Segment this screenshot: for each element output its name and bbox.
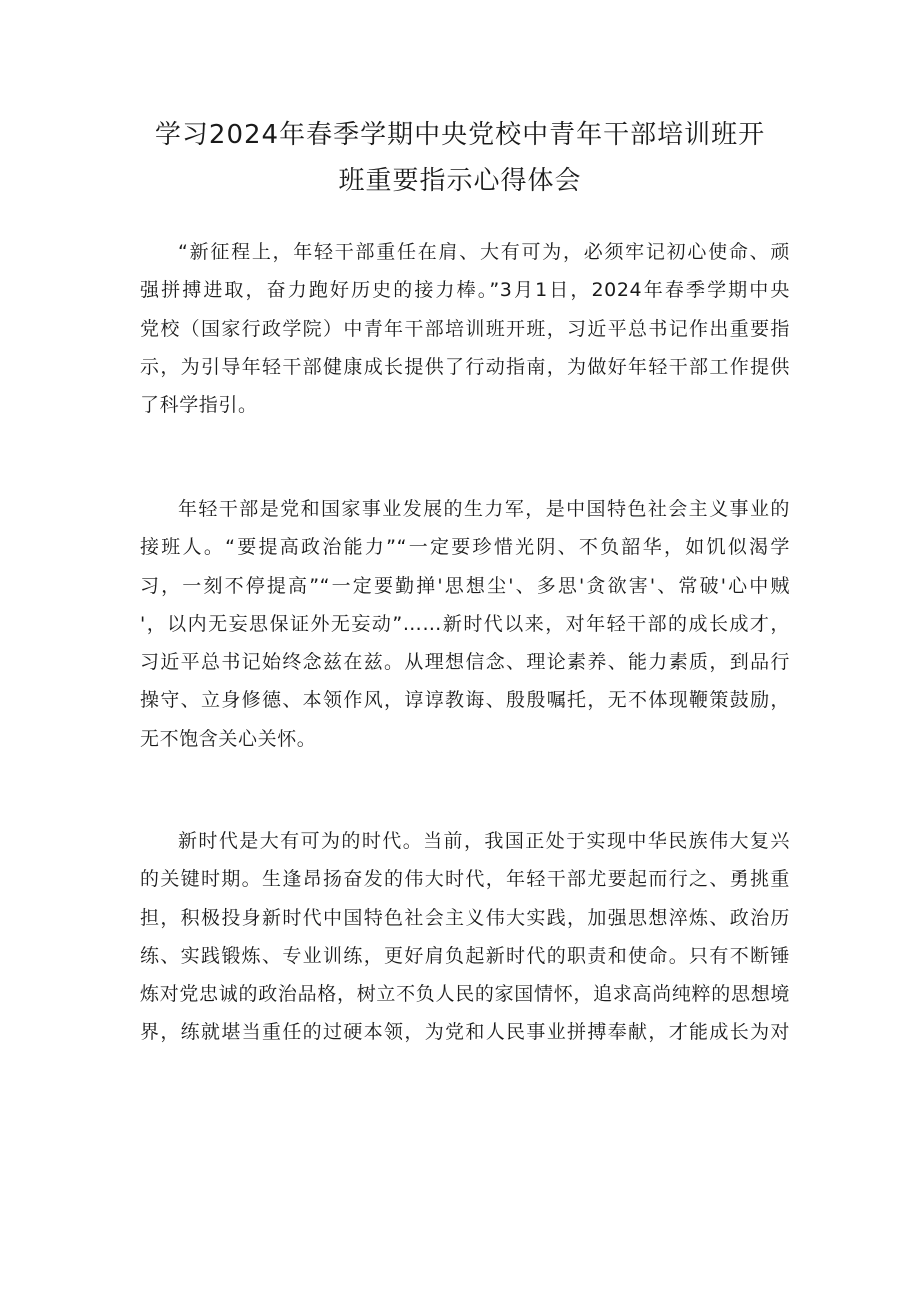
paragraph-line: 的关键时期。生逢昂扬奋发的伟大时代，年轻干部尤要起而行之、勇挑重 [140, 868, 790, 891]
paragraph-line: '，以内无妄思保证外无妄动”……新时代以来，对年轻干部的成长成才， [140, 612, 790, 635]
paragraph-3 [140, 822, 790, 1052]
paragraph-line: 习，一刻不停提高”“一定要勤掸'思想尘'、多思'贪欲害'、常破'心中贼 [140, 574, 790, 597]
paragraph-line: 习近平总书记始终念兹在兹。从理想信念、理论素养、能力素质，到品行 [140, 651, 790, 674]
document-title [120, 112, 800, 204]
paragraph-line: 年轻干部是党和国家事业发展的生力军，是中国特色社会主义事业的 [178, 498, 790, 520]
paragraph-line: 炼对党忠诚的政治品格，树立不负人民的家国情怀，追求高尚纯粹的思想境 [140, 983, 790, 1006]
paragraph-line: 强拼搏进取，奋力跑好历史的接力棒。”3月1日，2024年春季学期中央 [140, 279, 790, 302]
paragraph-1 [140, 233, 790, 424]
title-line-2: 班重要指示心得体会 [338, 166, 582, 196]
paragraph-line: 担，积极投身新时代中国特色社会主义伟大实践，加强思想淬炼、政治历 [140, 906, 790, 929]
paragraph-line: 党校（国家行政学院）中青年干部培训班开班，习近平总书记作出重要指 [140, 317, 790, 340]
paragraph-line: 了科学指引。 [140, 394, 258, 417]
paragraph-line: 无不饱含关心关怀。 [140, 727, 317, 750]
paragraph-line: 接班人。“要提高政治能力”“一定要珍惜光阴、不负韶华，如饥似渴学 [140, 536, 790, 559]
title-line-1: 学习2024年春季学期中央党校中青年干部培训班开 [154, 120, 766, 150]
paragraph-line: 练、实践锻炼、专业训练，更好肩负起新时代的职责和使命。只有不断锤 [140, 944, 790, 967]
paragraph-line: 操守、立身修德、本领作风，谆谆教诲、殷殷嘱托，无不体现鞭策鼓励， [140, 689, 790, 712]
paragraph-line: 新时代是大有可为的时代。当前，我国正处于实现中华民族伟大复兴 [178, 830, 790, 852]
paragraph-line: 界，练就堪当重任的过硬本领，为党和人民事业拼搏奉献，才能成长为对 [140, 1021, 790, 1044]
paragraph-line: 示，为引导年轻干部健康成长提供了行动指南，为做好年轻干部工作提供 [140, 355, 790, 378]
paragraph-2 [140, 490, 790, 758]
paragraph-line: “新征程上，年轻干部重任在肩、大有可为，必须牢记初心使命、顽 [178, 241, 790, 263]
